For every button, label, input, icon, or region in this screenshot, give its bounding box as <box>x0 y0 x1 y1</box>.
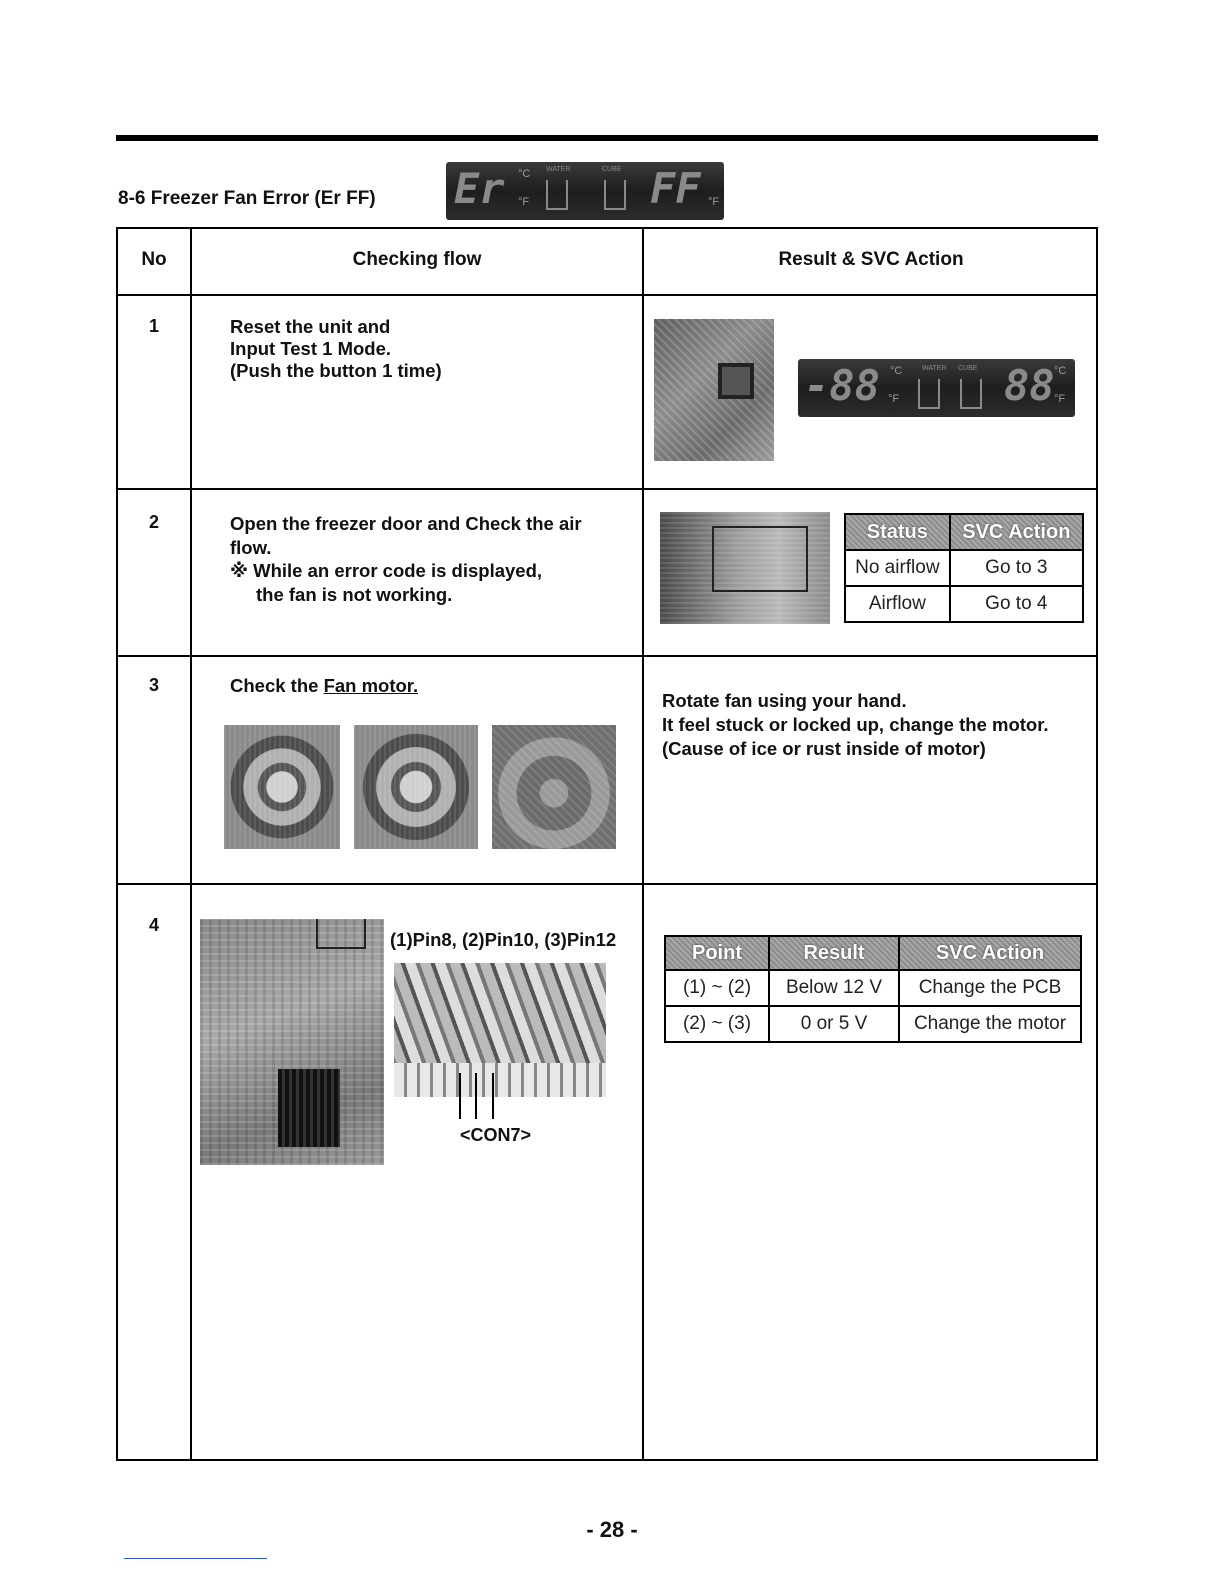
display-left-value: -88 <box>804 361 880 410</box>
airflow-vent-highlight <box>712 526 808 592</box>
point-cell: (1) ~ (2) <box>665 970 769 1006</box>
con7-connector-photo <box>394 963 606 1097</box>
row2-flow <box>230 512 582 606</box>
fan-motor-link[interactable]: Fan motor. <box>323 675 419 696</box>
display-water-label: WATER <box>922 365 947 372</box>
pin-indicator-line <box>459 1073 461 1119</box>
status-cell: No airflow <box>845 550 950 586</box>
display-celsius: °C <box>890 365 903 377</box>
row-divider <box>118 883 1096 885</box>
footer-rule <box>124 1558 267 1559</box>
column-divider <box>642 229 644 1459</box>
column-divider <box>190 229 192 1459</box>
row1-flow <box>230 316 442 382</box>
display-celsius: °C <box>518 168 531 180</box>
flow-line: (Push the button 1 time) <box>230 360 442 381</box>
flow-note: the fan is not working. <box>256 583 453 605</box>
header-checking-flow: Checking flow <box>352 249 482 270</box>
ice-cup-icon <box>960 379 982 409</box>
action-cell: Change the motor <box>899 1006 1081 1042</box>
status-table <box>844 513 1084 623</box>
flow-line: Input Test 1 Mode. <box>230 338 392 359</box>
test-button-icon <box>718 363 754 399</box>
display-left-code: Er <box>454 164 505 213</box>
result-line: Rotate fan using your hand. <box>662 690 907 711</box>
row-number: 2 <box>148 512 159 532</box>
display-cube-label: CUBE <box>958 365 978 372</box>
row-number: 4 <box>148 915 159 935</box>
page-number: - 28 - <box>586 1517 638 1542</box>
row-number: 1 <box>148 316 159 336</box>
test-button-photo <box>654 319 774 461</box>
water-cup-icon <box>546 180 568 210</box>
flow-line: Open the freezer door and Check the air <box>230 513 582 534</box>
point-cell: (2) ~ (3) <box>665 1006 769 1042</box>
row-number: 3 <box>148 675 159 695</box>
connector-housing <box>394 1063 606 1097</box>
action-cell: Go to 4 <box>950 586 1083 622</box>
display-fahrenheit: °F <box>518 196 530 208</box>
pin-indicator-line <box>492 1073 494 1119</box>
status-cell: Airflow <box>845 586 950 622</box>
flow-line: flow. <box>230 536 272 558</box>
display-right-value: 88 <box>1004 361 1055 410</box>
water-cup-icon <box>918 379 940 409</box>
row-divider <box>118 294 1096 296</box>
pcb-heatsink <box>278 1069 340 1147</box>
table-row <box>665 970 1081 1006</box>
result-cell: Below 12 V <box>769 970 899 1006</box>
result-line: It feel stuck or locked up, change the motor. <box>662 714 1049 735</box>
row3-flow <box>230 675 418 697</box>
table-row <box>845 586 1083 622</box>
result-cell: 0 or 5 V <box>769 1006 899 1042</box>
display-cube-label: CUBE <box>602 166 622 173</box>
connector-label: <CON7> <box>460 1125 532 1145</box>
main-pcb-photo <box>200 919 384 1165</box>
action-cell: Change the PCB <box>899 970 1081 1006</box>
status-header: Status <box>845 514 950 550</box>
row3-result <box>662 689 1049 761</box>
point-table <box>664 935 1082 1043</box>
display-celsius-right: °C <box>1054 365 1067 377</box>
result-header: Result <box>769 936 899 970</box>
display-fahrenheit: °F <box>888 393 900 405</box>
troubleshooting-table <box>116 227 1098 1461</box>
action-cell: Go to 3 <box>950 550 1083 586</box>
svc-action-header: SVC Action <box>899 936 1081 970</box>
header-result: Result & SVC Action <box>778 249 964 270</box>
fan-blade-photo <box>492 725 616 849</box>
display-right-code: FF <box>650 164 701 213</box>
table-row <box>665 1006 1081 1042</box>
row-divider <box>118 655 1096 657</box>
section-title: 8-6 Freezer Fan Error (Er FF) <box>118 188 376 209</box>
top-rule <box>116 135 1098 141</box>
test-mode-display-panel <box>798 359 1075 417</box>
display-water-label: WATER <box>546 166 571 173</box>
ice-cup-icon <box>604 180 626 210</box>
result-line: (Cause of ice or rust inside of motor) <box>662 738 986 759</box>
svc-action-header: SVC Action <box>950 514 1083 550</box>
point-header: Point <box>665 936 769 970</box>
display-fahrenheit-right: °F <box>1054 393 1066 405</box>
pin-indicator-line <box>475 1073 477 1119</box>
con7-highlight <box>316 919 366 949</box>
fan-motor-stator-photo <box>354 725 478 849</box>
freezer-airflow-photo <box>660 512 830 624</box>
flow-text: Check the <box>230 675 324 696</box>
flow-line: Reset the unit and <box>230 316 391 337</box>
header-no: No <box>141 249 167 270</box>
display-fahrenheit-right: °F <box>708 196 720 208</box>
flow-note: ※ While an error code is displayed, <box>230 560 543 581</box>
error-display-panel <box>446 162 724 220</box>
row-divider <box>118 488 1096 490</box>
pins-label: (1)Pin8, (2)Pin10, (3)Pin12 <box>390 929 617 950</box>
fan-motor-photo <box>224 725 340 849</box>
table-row <box>845 550 1083 586</box>
